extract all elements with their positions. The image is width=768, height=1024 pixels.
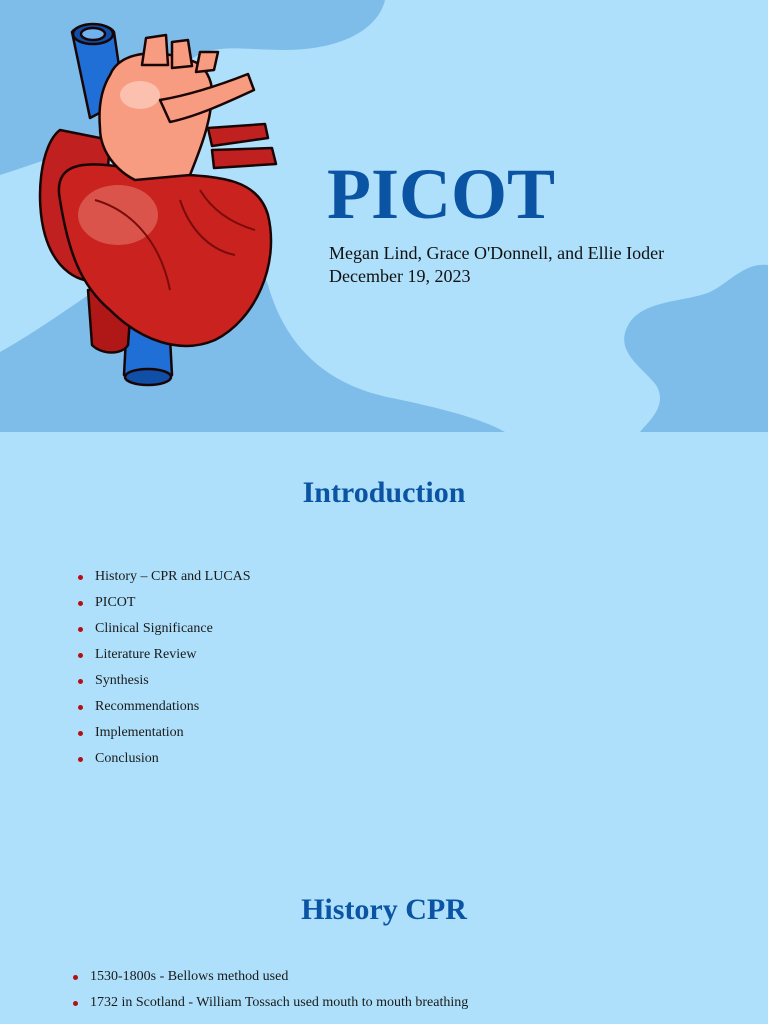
list-item: Clinical Significance bbox=[95, 620, 251, 646]
list-item: Conclusion bbox=[95, 750, 251, 776]
history-cpr-slide bbox=[0, 864, 768, 1024]
date-line: December 19, 2023 bbox=[329, 266, 471, 286]
anatomical-heart-icon bbox=[30, 18, 285, 390]
history-cpr-heading: History CPR bbox=[301, 893, 467, 926]
history-list bbox=[90, 968, 468, 1020]
list-item: 1530-1800s - Bellows method used bbox=[90, 968, 468, 994]
subtitle-block bbox=[329, 242, 664, 288]
list-item: History – CPR and LUCAS bbox=[95, 568, 251, 594]
list-item: Recommendations bbox=[95, 698, 251, 724]
title-slide bbox=[0, 0, 768, 432]
introduction-heading: Introduction bbox=[302, 476, 466, 509]
list-item: Literature Review bbox=[95, 646, 251, 672]
authors-line: Megan Lind, Grace O'Donnell, and Ellie Ioder bbox=[329, 243, 665, 263]
slide-title: PICOT bbox=[327, 154, 556, 234]
list-item: 1732 in Scotland - William Tossach used mouth to mouth breathing bbox=[90, 994, 468, 1020]
introduction-slide bbox=[0, 432, 768, 864]
list-item: Implementation bbox=[95, 724, 251, 750]
list-item: PICOT bbox=[95, 594, 251, 620]
introduction-list bbox=[95, 568, 251, 776]
list-item: Synthesis bbox=[95, 672, 251, 698]
